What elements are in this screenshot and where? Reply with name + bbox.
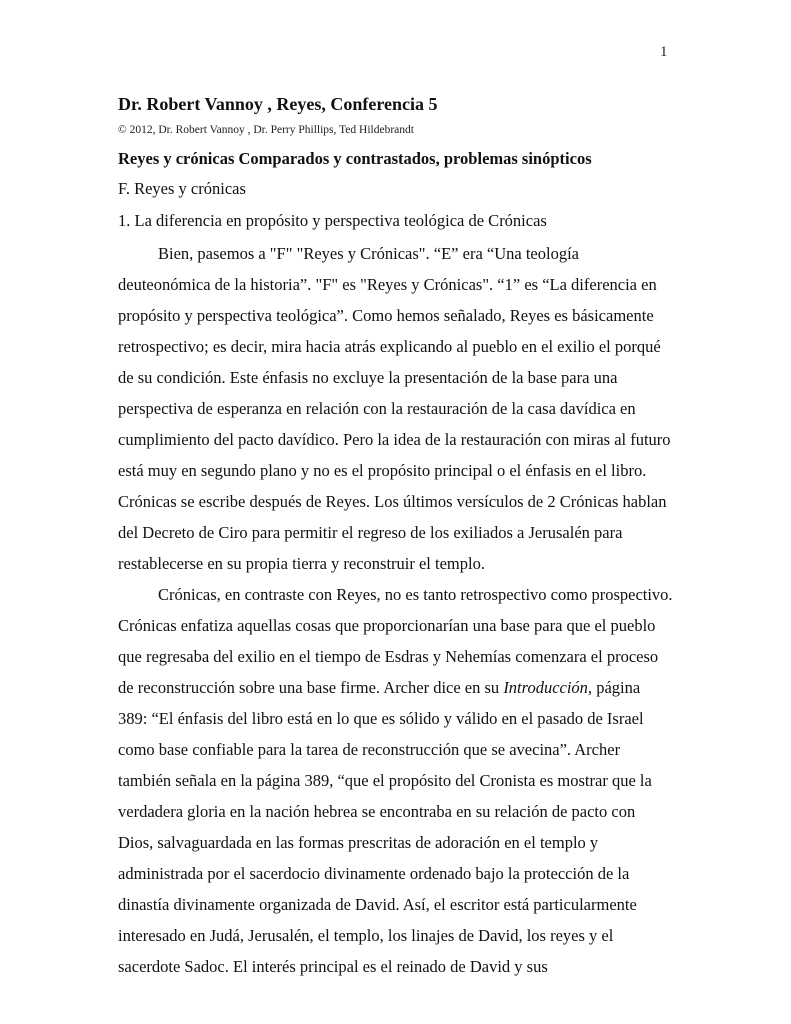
paragraph-2-text-start: Crónicas, en contraste con Reyes, no es tanto retrospectivo como prospectivo. Crónicas enfatiza aquellas cosas que proporcionarían una base para que el pueblo que regresaba del exilio en el tiempo de Esdras y Nehemías comenzara el proceso de reconstrucción sobre una base firme. Archer dice en su: [118, 585, 673, 697]
document-title: Dr. Robert Vannoy , Reyes, Conferencia 5: [118, 94, 438, 114]
body-paragraph-2: [118, 579, 673, 982]
document-subtitle: Reyes y crónicas Comparados y contrastados, problemas sinópticos: [118, 149, 592, 168]
body-paragraph-1: Bien, pasemos a "F" "Reyes y Crónicas". “E” era “Una teología deuteonómica de la historia”. "F" es "Reyes y Crónicas". “1” es “La diferencia en propósito y perspectiva teológica”. Como hemos señalado, Reyes es básicamente retrospectivo; es decir, mira hacia atrás explicando al pueblo en el exilio el porqué de su condición. Este énfasis no excluye la presentación de la base para una perspectiva de esperanza en relación con la restauración de la casa davídica en cumplimiento del pacto davídico. Pero la idea de la restauración con miras al futuro está muy en segundo plano y no es el propósito principal o el énfasis en el libro. Crónicas se escribe después de Reyes. Los últimos versículos de 2 Crónicas hablan del Decreto de Ciro para permitir el regreso de los exiliados a Jerusalén para restablecerse en su propia tierra y reconstruir el templo.: [118, 244, 671, 573]
paragraph-2-text-end: página 389: “El énfasis del libro está en lo que es sólido y válido en el pasado de Israel como base confiable para la tarea de reconstrucción que se avecina”. Archer también señala en la página 389, “que el propósito del Cronista es mostrar que la verdadera gloria en la nación hebrea se encontraba en su relación de pacto con Dios, salvaguardada en las formas prescritas de adoración en el templo y administrada por el sacerdocio divinamente ordenado bajo la protección de la dinastía divinamente organizada de David. Así, el escritor está particularmente interesado en Judá, Jerusalén, el templo, los linajes de David, los reyes y el sacerdote Sadoc. El interés principal es el reinado de David y sus: [118, 678, 652, 976]
subsection-heading: 1. La diferencia en propósito y perspectiva teológica de Crónicas: [118, 211, 547, 230]
book-title-italic: Introducción,: [503, 678, 593, 697]
document-body: [118, 93, 673, 982]
page-number: 1: [660, 44, 668, 60]
section-heading: F. Reyes y crónicas: [118, 179, 246, 198]
copyright-line: © 2012, Dr. Robert Vannoy , Dr. Perry Phillips, Ted Hildebrandt: [118, 124, 414, 136]
